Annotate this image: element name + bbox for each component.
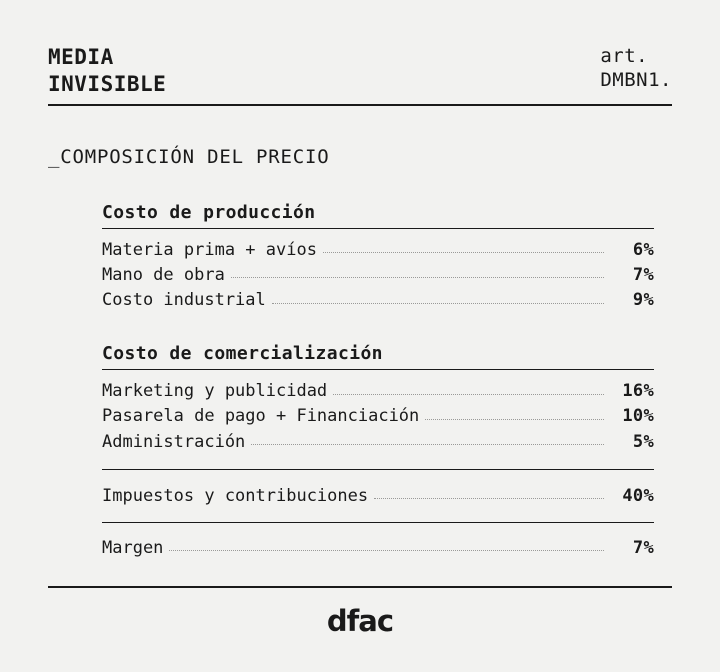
section-title: Costo de comercialización (102, 343, 654, 370)
section-rows (102, 379, 654, 454)
section-title: Costo de producción (102, 202, 654, 229)
line-item-value: 40% (622, 485, 654, 506)
dot-leader (231, 276, 604, 278)
line-item-value: 5% (632, 431, 654, 452)
dot-leader (323, 251, 604, 253)
article-label: art. (600, 45, 649, 67)
line-item-label: Impuestos y contribuciones (102, 485, 369, 506)
dot-leader (251, 443, 604, 445)
line-item-label: Mano de obra (102, 264, 225, 285)
line-item-label: Margen (102, 537, 164, 558)
header (48, 44, 672, 106)
section-rows (102, 238, 654, 313)
line-item (102, 238, 654, 263)
brand-name (48, 44, 166, 98)
line-item-value: 16% (622, 381, 654, 402)
article-value: DMBN1. (600, 69, 672, 92)
line-item-value: 9% (632, 290, 654, 311)
dot-leader (272, 302, 604, 304)
content (102, 202, 654, 561)
dfac-logo: dfac (326, 604, 394, 638)
section-production (102, 202, 654, 313)
row-taxes (102, 469, 654, 509)
dot-leader (333, 393, 604, 395)
line-item (102, 430, 654, 455)
line-item-label: Materia prima + avíos (102, 239, 317, 260)
line-item-label: Marketing y publicidad (102, 381, 328, 402)
line-item (102, 263, 654, 288)
line-item-value: 6% (632, 239, 654, 260)
article-code (600, 44, 672, 93)
line-item-label: Administración (102, 431, 246, 452)
row-margin (102, 522, 654, 561)
line-item (102, 536, 654, 561)
line-item-label: Pasarela de pago + Financiación (102, 406, 420, 427)
line-item (102, 379, 654, 404)
section-commercialization (102, 343, 654, 454)
brand-line-1: MEDIA (48, 45, 114, 69)
dot-leader (374, 497, 604, 499)
line-item-value: 10% (622, 406, 654, 427)
line-item (102, 288, 654, 313)
line-item-value: 7% (632, 264, 654, 285)
line-item-label: Costo industrial (102, 290, 266, 311)
line-item-value: 7% (632, 537, 654, 558)
dot-leader (425, 418, 604, 420)
dot-leader (169, 549, 604, 551)
line-item (102, 484, 654, 509)
line-item (102, 404, 654, 429)
page-title: _COMPOSICIÓN DEL PRECIO (48, 145, 330, 168)
brand-line-2: INVISIBLE (48, 71, 167, 96)
footer (48, 586, 672, 638)
